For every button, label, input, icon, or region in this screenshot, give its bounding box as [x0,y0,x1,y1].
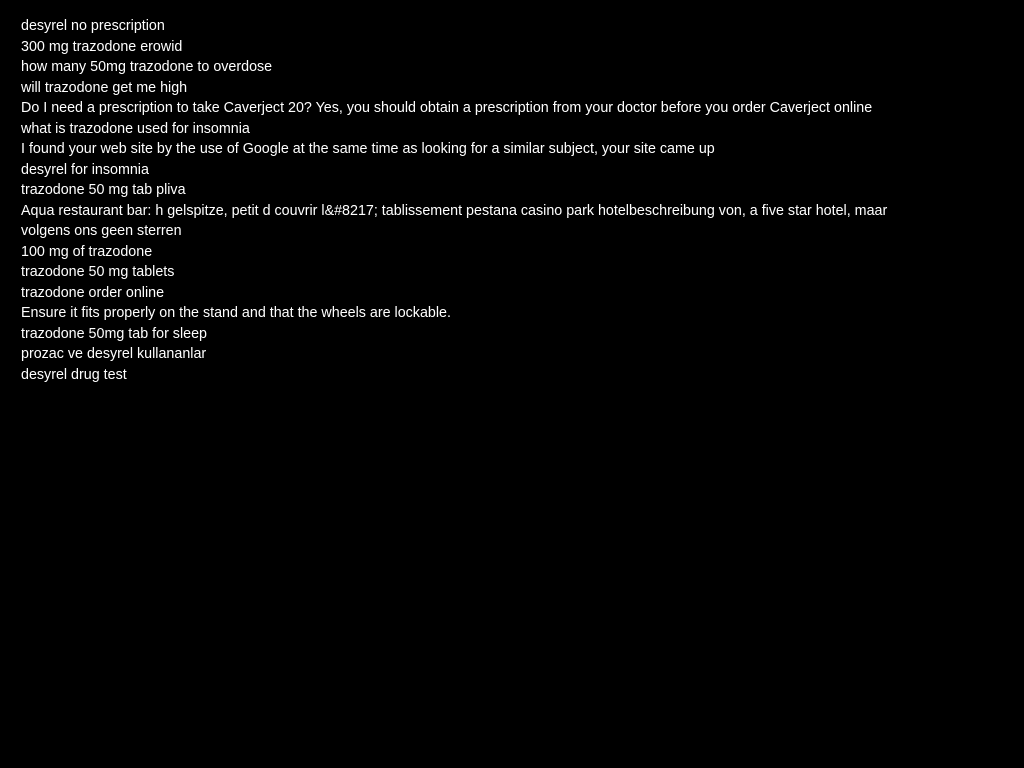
text-line: what is trazodone used for insomnia [21,120,250,137]
text-line: trazodone 50 mg tablets [21,264,175,280]
text-lines [21,16,1004,385]
text-line: 100 mg of trazodone [21,243,153,260]
text-line: 300 mg trazodone erowid [21,38,183,55]
text-line: volgens ons geen sterren [21,223,182,239]
text-line: Aqua restaurant bar: h gelspitze, petit d couvrir l&#8217; tablissement pestana casino park hotelbeschreibung von, a five star hotel, maar [21,202,888,219]
text-line: Do I need a prescription to take Caverject 20? Yes, you should obtain a prescription from your doctor before you order Caverject online [21,100,873,116]
text-line: trazodone order online [21,284,165,301]
text-line: I found your web site by the use of Google at the same time as looking for a similar subject, your site came up [21,141,715,157]
text-line: how many 50mg trazodone to overdose [21,59,273,75]
text-line: will trazodone get me high [21,79,188,96]
text-line: desyrel drug test [21,366,127,383]
text-line: trazodone 50 mg tab pliva [21,182,186,198]
text-line: desyrel for insomnia [21,161,149,178]
text-line: Ensure it fits properly on the stand and that the wheels are lockable. [21,305,451,321]
text-line: trazodone 50mg tab for sleep [21,325,207,342]
text-line: desyrel no prescription [21,18,165,34]
text-line: prozac ve desyrel kullananlar [21,346,207,362]
